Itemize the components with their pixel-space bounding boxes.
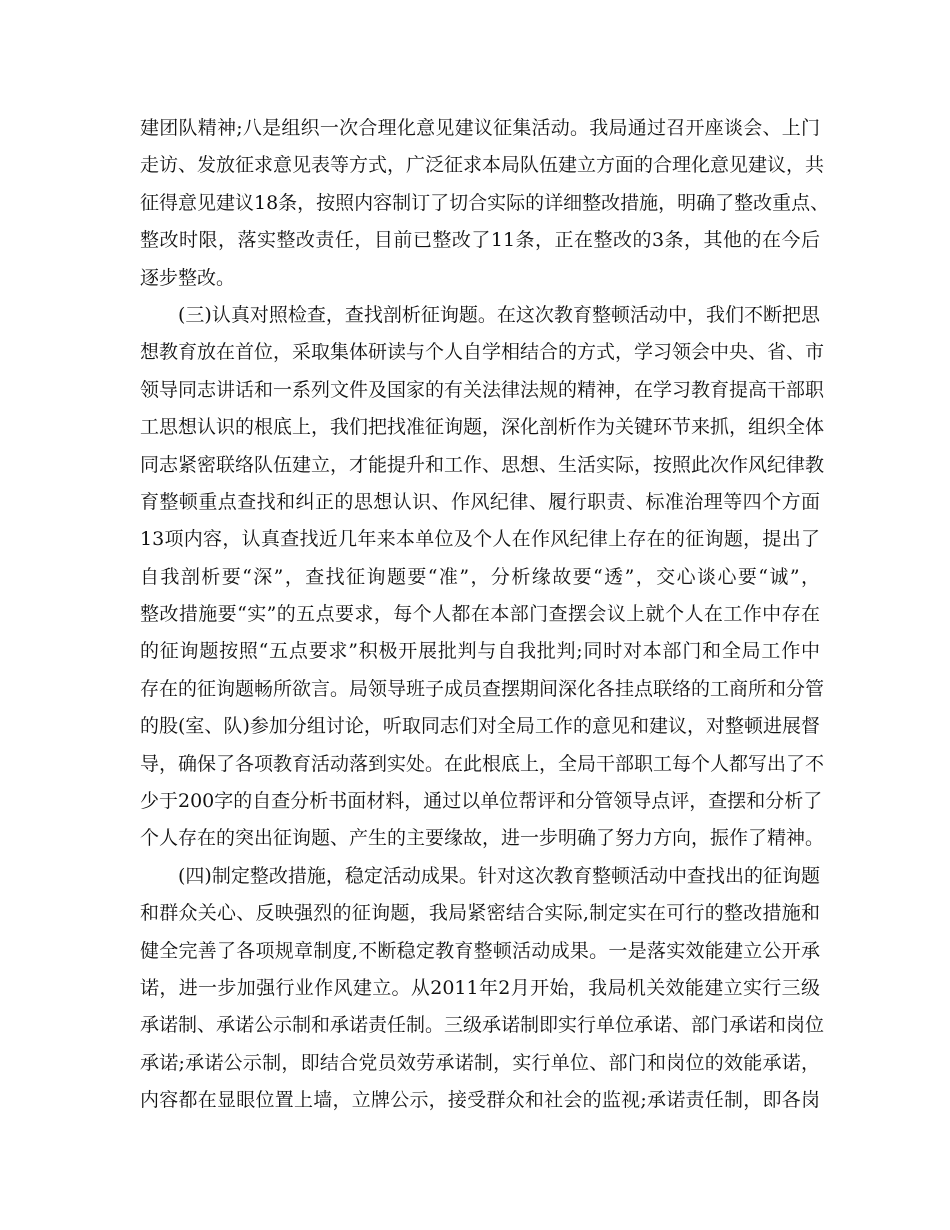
text-line: 育整顿重点查找和纠正的思想认识、作风纪律、履行职责、标准治理等四个方面 [140,490,820,513]
text-line: 建团队精神;八是组织一次合理化意见建议征集活动。我局通过召开座谈会、上门 [140,117,820,139]
text-line: 走访、发放征求意见表等方式，广泛征求本局队伍建立方面的合理化意见建议，共 [140,154,825,177]
text-line: 个人存在的突出征询题、产生的主要缘故，进一步明确了努力方向，振作了精神。 [140,827,825,850]
text-line: 内容都在显眼位置上墙，立牌公示，接受群众和社会的监视;承诺责任制，即各岗 [140,1089,820,1112]
text-line: 想教育放在首位，采取集体研读与个人自学相结合的方式，学习领会中央、省、市 [140,341,825,364]
text-line: 13项内容，认真查找近几年来本单位及个人在作风纪律上存在的征询题，提出了 [140,528,820,551]
text-line: 整改措施要“实”的五点要求，每个人都在本部门查摆会议上就个人在工作中存在 [140,603,820,626]
text-line: 逐步整改。 [140,266,236,289]
text-line: 承诺制、承诺公示制和承诺责任制。三级承诺制即实行单位承诺、部门承诺和岗位 [140,1014,825,1037]
text-line: 诺，进一步加强行业作风建立。从2011年2月开始，我局机关效能建立实行三级 [140,976,820,999]
text-line: 承诺;承诺公示制，即结合党员效劳承诺制，实行单位、部门和岗位的效能承诺， [140,1051,820,1074]
text-line: 存在的征询题畅所欲言。局领导班子成员查摆期间深化各挂点联络的工商所和分管 [140,677,825,700]
paragraph-2 [140,297,825,858]
paragraph-3 [140,858,825,1120]
paragraph-1 [140,110,830,297]
text-line: 整改时限，落实整改责任，目前已整改了11条，正在整改的3条，其他的在今后 [140,229,820,252]
text-line: (三)认真对照检查，查找剖析征询题。在这次教育整顿活动中，我们不断把思 [178,303,820,326]
text-line: 同志紧密联络队伍建立，才能提升和工作、思想、生活实际，按照此次作风纪律教 [140,453,825,476]
document-body [140,110,830,1120]
text-line: (四)制定整改措施，稳定活动成果。针对这次教育整顿活动中查找出的征询题 [178,864,820,887]
text-line: 工思想认识的根底上，我们把找准征询题，深化剖析作为关键环节来抓，组织全体 [140,416,825,439]
text-line: 健全完善了各项规章制度,不断稳定教育整顿活动成果。一是落实效能建立公开承 [140,939,820,962]
text-line: 少于200字的自查分析书面材料，通过以单位帮评和分管领导点评，查摆和分析了 [140,790,823,813]
text-line: 和群众关心、反映强烈的征询题，我局紧密结合实际,制定实在可行的整改措施和 [140,902,820,925]
text-line: 征得意见建议18条，按照内容制订了切合实际的详细整改措施，明确了整改重点、 [140,191,830,214]
text-line: 的股(室、队)参加分组讨论，听取同志们对全局工作的意见和建议，对整顿进展督 [140,715,820,738]
text-line: 的征询题按照“五点要求”积极开展批判与自我批判;同时对本部门和全局工作中 [140,640,820,663]
text-line: 领导同志讲话和一系列文件及国家的有关法律法规的精神，在学习教育提高干部职 [140,378,825,401]
text-line: 自我剖析要“深”，查找征询题要“准”，分析缘故要“透”，交心谈心要“诚”， [140,565,820,588]
text-line: 导，确保了各项教育活动落到实处。在此根底上，全局干部职工每个人都写出了不 [140,752,825,775]
